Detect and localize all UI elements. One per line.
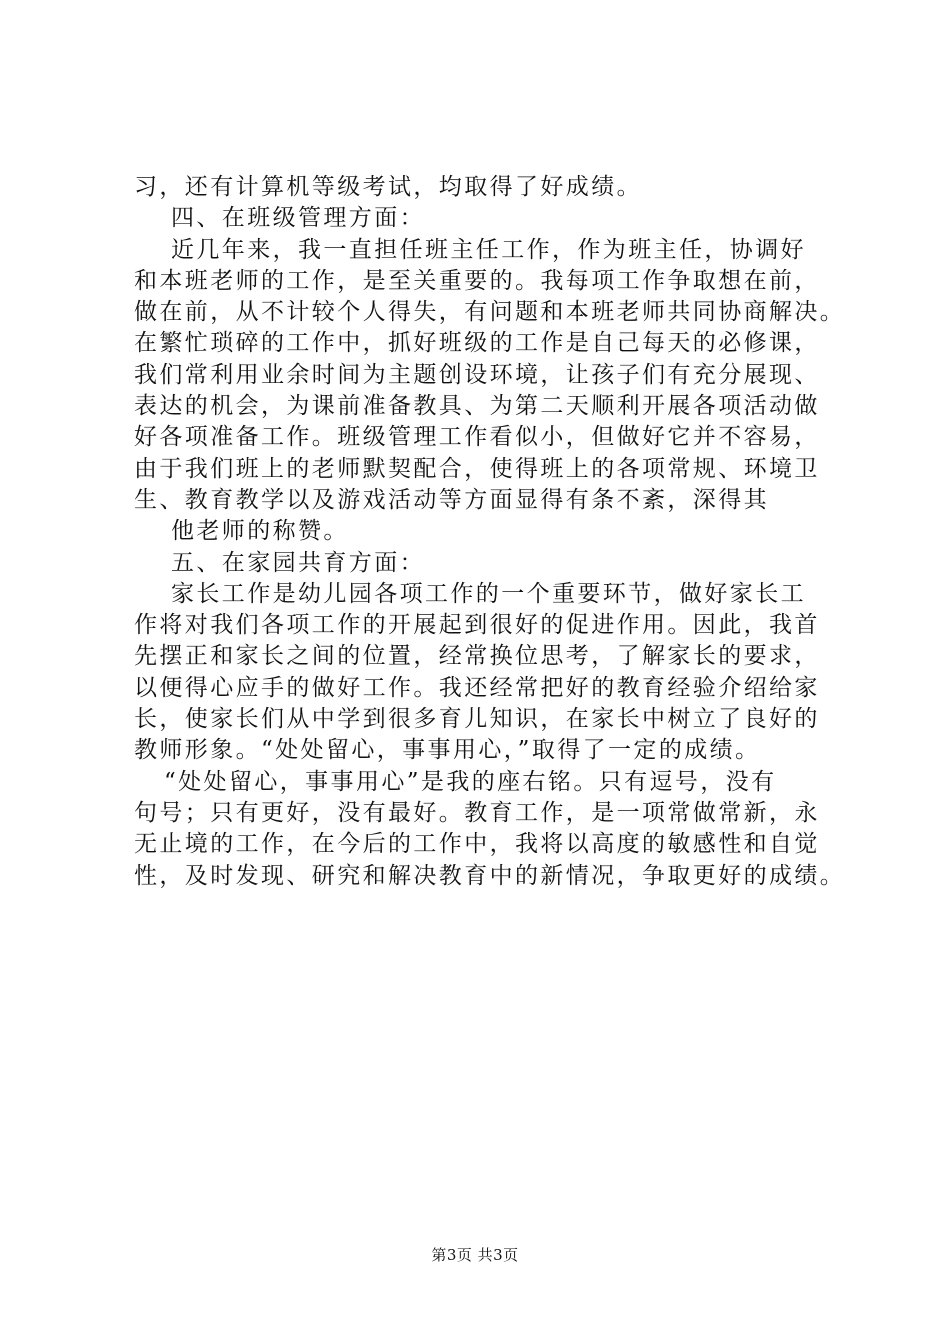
section-heading-home-school: 五、在家园共育方面： [171, 549, 425, 576]
page-number-footer: 第3页 共3页 [431, 1246, 519, 1264]
text-line: 和本班老师的工作，是至关重要的。我每项工作争取想在前， [134, 267, 820, 294]
text-line: 以便得心应手的做好工作。我还经常把好的教育经验介绍给家 [134, 674, 820, 701]
text-line: 在繁忙琐碎的工作中，抓好班级的工作是自己每天的必修课， [134, 330, 820, 357]
text-line: 近几年来，我一直担任班主任工作，作为班主任，协调好 [171, 236, 806, 263]
document-body [134, 172, 846, 892]
text-line: 我们常利用业余时间为主题创设环境，让孩子们有充分展现、 [134, 361, 820, 388]
text-line: 无止境的工作，在今后的工作中，我将以高度的敏感性和自觉 [134, 831, 820, 858]
text-line: 性，及时发现、研究和解决教育中的新情况，争取更好的成绩。 [134, 862, 846, 889]
text-line: 句号；只有更好，没有最好。教育工作，是一项常做常新，永 [134, 799, 820, 826]
text-line: 由于我们班上的老师默契配合，使得班上的各项常规、环境卫 [134, 455, 820, 482]
text-line: 他老师的称赞。 [171, 518, 349, 545]
text-line: 做在前，从不计较个人得失，有问题和本班老师共同协商解决。 [134, 299, 846, 326]
text-line: 教师形象。“处处留心，事事用心，”取得了一定的成绩。 [134, 737, 761, 764]
text-line: 习，还有计算机等级考试，均取得了好成绩。 [134, 174, 642, 200]
text-line: 长，使家长们从中学到很多育儿知识，在家长中树立了良好的 [134, 706, 820, 733]
text-line: 表达的机会，为课前准备教具、为第二天顺利开展各项活动做 [134, 393, 820, 420]
text-line: “处处留心，事事用心”是我的座右铭。只有逗号，没有 [164, 768, 777, 795]
text-line: 作将对我们各项工作的开展起到很好的促进作用。因此，我首 [134, 612, 820, 639]
text-line: 好各项准备工作。班级管理工作看似小，但做好它并不容易， [134, 424, 820, 451]
text-line: 先摆正和家长之间的位置，经常换位思考，了解家长的要求， [134, 643, 820, 670]
text-line: 家长工作是幼儿园各项工作的一个重要环节，做好家长工 [171, 580, 806, 607]
section-heading-class-management: 四、在班级管理方面： [171, 205, 425, 232]
text-line: 生、教育教学以及游戏活动等方面显得有条不紊，深得其 [134, 486, 769, 513]
